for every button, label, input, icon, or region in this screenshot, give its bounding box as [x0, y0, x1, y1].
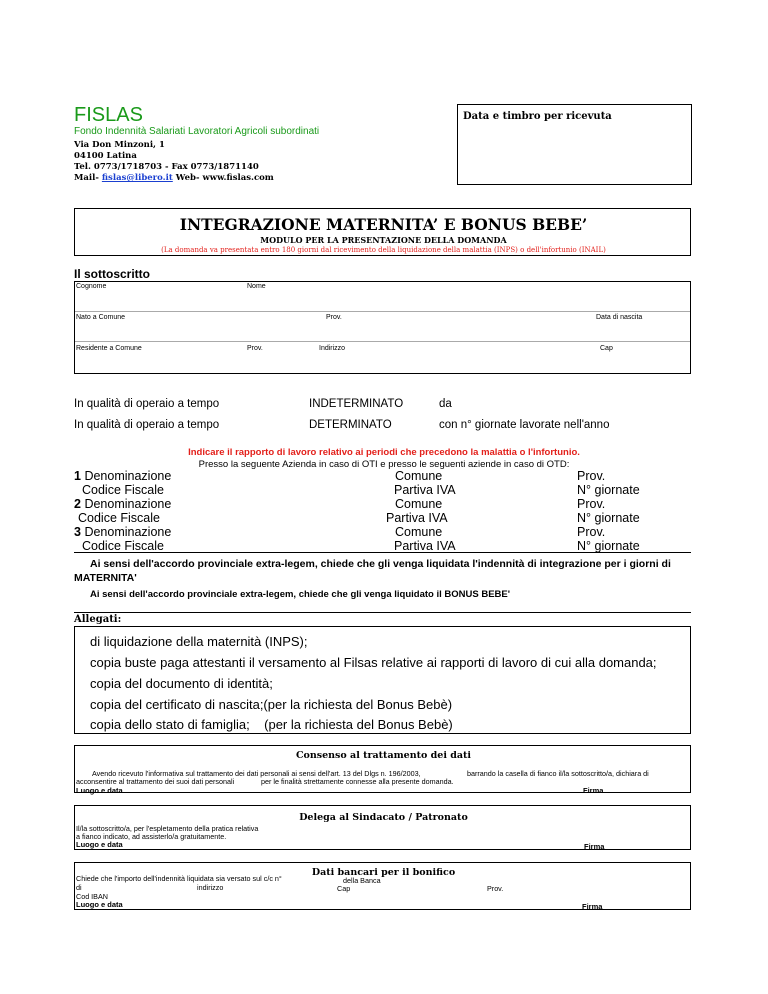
- delegation-signature[interactable]: Firma: [584, 842, 605, 851]
- subscriber-heading: Il sottoscritto: [74, 267, 151, 281]
- bank-city-label[interactable]: di: [76, 883, 82, 892]
- page-subtitle: MODULO PER LA PRESENTAZIONE DELLA DOMANDA: [260, 235, 507, 245]
- company2-comune[interactable]: Comune: [395, 497, 443, 511]
- company1-comune[interactable]: Comune: [395, 469, 443, 483]
- bank-prov-label[interactable]: Prov.: [487, 884, 504, 893]
- company2-fiscal-code[interactable]: Codice Fiscale: [78, 511, 160, 525]
- org-full-name: Fondo Indennità Salariati Lavoratori Agricoli subordinati: [74, 126, 320, 137]
- delegation-text-2: a fianco indicato, ad assisterlo/a gratuitamente.: [76, 832, 227, 841]
- employment-days-worked[interactable]: con n° giornate lavorate nell'anno: [439, 419, 610, 431]
- company3-name[interactable]: [74, 525, 171, 539]
- org-name: FISLAS: [74, 104, 143, 126]
- attachments-heading: Allegati:: [74, 614, 122, 625]
- cognome-field-label[interactable]: Cognome: [76, 283, 107, 290]
- address-city: 04100 Latina: [74, 151, 137, 161]
- companies-note-red: Indicare il rapporto di lavoro relativo ai periodi che precedono la malattia o l'infortunio.: [188, 447, 580, 458]
- bank-name-label[interactable]: della Banca: [343, 876, 381, 885]
- consent-text-1a: Avendo ricevuto l'informativa sul trattamento dei dati personali ai sensi dell'art. 13 del Dlgs n. 196/2003,: [92, 769, 421, 778]
- residence-field-label[interactable]: Residente a Comune: [76, 345, 142, 352]
- phone-fax: Tel. 0773/1718703 - Fax 0773/1871140: [74, 162, 259, 172]
- contacts-line: [74, 173, 274, 183]
- attachment-item[interactable]: di liquidazione della maternità (INPS);: [90, 634, 308, 649]
- address-street: Via Don Minzoni, 1: [74, 140, 165, 150]
- consent-heading: Consenso al trattamento dei dati: [295, 750, 472, 761]
- consent-text-2b: per le finalità strettamente connesse alla presente domanda.: [261, 777, 454, 786]
- company2-prov[interactable]: Prov.: [577, 497, 606, 511]
- company1-vat[interactable]: Partiva IVA: [394, 483, 456, 497]
- company2-name-label: Denominazione: [84, 497, 172, 511]
- delegation-place-date[interactable]: Luogo e data: [76, 840, 123, 849]
- mail-link[interactable]: fislas@libero.it: [101, 173, 173, 183]
- company2-number: 2: [74, 497, 81, 511]
- company3-name-label: Denominazione: [84, 525, 172, 539]
- employment-indeterminato[interactable]: INDETERMINATO: [309, 398, 404, 410]
- employment-from-date[interactable]: da: [439, 398, 452, 410]
- consent-text-1b: barrando la casella di fianco il/la sottoscritto/a, dichiara di: [467, 769, 649, 778]
- consent-signature[interactable]: Firma: [583, 786, 604, 795]
- maternity-request[interactable]: Ai sensi dell'accordo provinciale extra-legem, chiede che gli venga liquidata l'indennità di integrazione per i giorni di MATERNITA': [74, 558, 671, 584]
- company3-fiscal-code[interactable]: Codice Fiscale: [82, 539, 164, 553]
- receipt-stamp-label: Data e timbro per ricevuta: [463, 111, 612, 122]
- attachment-item[interactable]: copia dello stato di famiglia; (per la richiesta del Bonus Bebè): [90, 717, 453, 732]
- attachment-item[interactable]: copia buste paga attestanti il versamento al Filsas relative ai rapporti di lavoro di cui alla domanda;: [90, 655, 657, 670]
- company3-vat[interactable]: Partiva IVA: [394, 539, 456, 553]
- bank-place-date[interactable]: Luogo e data: [76, 900, 123, 909]
- employment-row1-label: In qualità di operaio a tempo: [74, 398, 220, 410]
- delegation-heading: Delega al Sindacato / Patronato: [299, 812, 468, 823]
- bank-heading: Dati bancari per il bonifico: [311, 867, 456, 878]
- mail-label: Mail-: [74, 173, 99, 183]
- attachment-item[interactable]: copia del certificato di nascita;(per la richiesta del Bonus Bebè): [90, 697, 453, 712]
- grid-line: [75, 341, 690, 342]
- title-box: [74, 208, 691, 256]
- employment-determinato[interactable]: DETERMINATO: [309, 419, 392, 431]
- web-label: Web- www.fislas.com: [175, 173, 274, 183]
- bank-address-label[interactable]: indirizzo: [197, 883, 224, 892]
- consent-text-2a: acconsentire al trattamento dei suoi dati personali: [76, 777, 235, 786]
- company1-name[interactable]: [74, 469, 171, 483]
- company1-number: 1: [74, 469, 81, 483]
- bonus-request[interactable]: Ai sensi dell'accordo provinciale extra-legem, chiede che gli venga liquidato il BONUS BEBE': [90, 589, 510, 600]
- grid-line: [75, 311, 690, 312]
- subscriber-grid: [74, 281, 691, 374]
- company2-days[interactable]: N° giornate: [577, 511, 640, 525]
- page-title: INTEGRAZIONE MATERNITA’ E BONUS BEBE’: [179, 215, 588, 234]
- nome-field-label[interactable]: Nome: [247, 283, 266, 290]
- birthdate-field-label[interactable]: Data di nascita: [596, 314, 643, 321]
- cap-field-label[interactable]: Cap: [600, 345, 613, 352]
- bank-signature[interactable]: Firma: [582, 902, 603, 911]
- residence-prov-field-label[interactable]: Prov.: [247, 345, 263, 352]
- bank-cap-label[interactable]: Cap: [337, 884, 351, 893]
- attachment-item[interactable]: copia del documento di identità;: [90, 676, 273, 691]
- company3-number: 3: [74, 525, 81, 539]
- employment-row2-label: In qualità di operaio a tempo: [74, 419, 220, 431]
- birth-prov-field-label[interactable]: Prov.: [326, 314, 342, 321]
- company3-comune[interactable]: Comune: [395, 525, 443, 539]
- deadline-note: (La domanda va presentata entro 180 giorni dal ricevimento della liquidazione della malattia (INPS) o dell'infortunio (INAIL): [161, 246, 606, 254]
- address-field-label[interactable]: Indirizzo: [319, 345, 346, 352]
- requests-divider: [74, 552, 691, 553]
- company1-name-label: Denominazione: [84, 469, 172, 483]
- company3-prov[interactable]: Prov.: [577, 525, 606, 539]
- company2-vat[interactable]: Partiva IVA: [386, 511, 448, 525]
- receipt-stamp-box: [457, 104, 692, 185]
- company1-days[interactable]: N° giornate: [577, 483, 640, 497]
- company2-name[interactable]: [74, 497, 171, 511]
- iban-label[interactable]: Cod IBAN: [76, 892, 108, 901]
- bank-text-1a: Chiede che l'importo dell'indennità liquidata sia versato sul c/c n°: [76, 874, 282, 883]
- company3-days[interactable]: N° giornate: [577, 539, 640, 553]
- company1-fiscal-code[interactable]: Codice Fiscale: [82, 483, 164, 497]
- companies-note: Presso la seguente Azienda in caso di OTI e presso le seguenti aziende in caso di OTD:: [198, 459, 570, 470]
- company1-prov[interactable]: Prov.: [577, 469, 606, 483]
- birthplace-field-label[interactable]: Nato a Comune: [76, 314, 126, 321]
- delegation-text-1: Il/la sottoscritto/a, per l'espletamento della pratica relativa: [76, 824, 259, 833]
- consent-place-date[interactable]: Luogo e data: [76, 786, 123, 795]
- attachments-divider: [74, 612, 691, 613]
